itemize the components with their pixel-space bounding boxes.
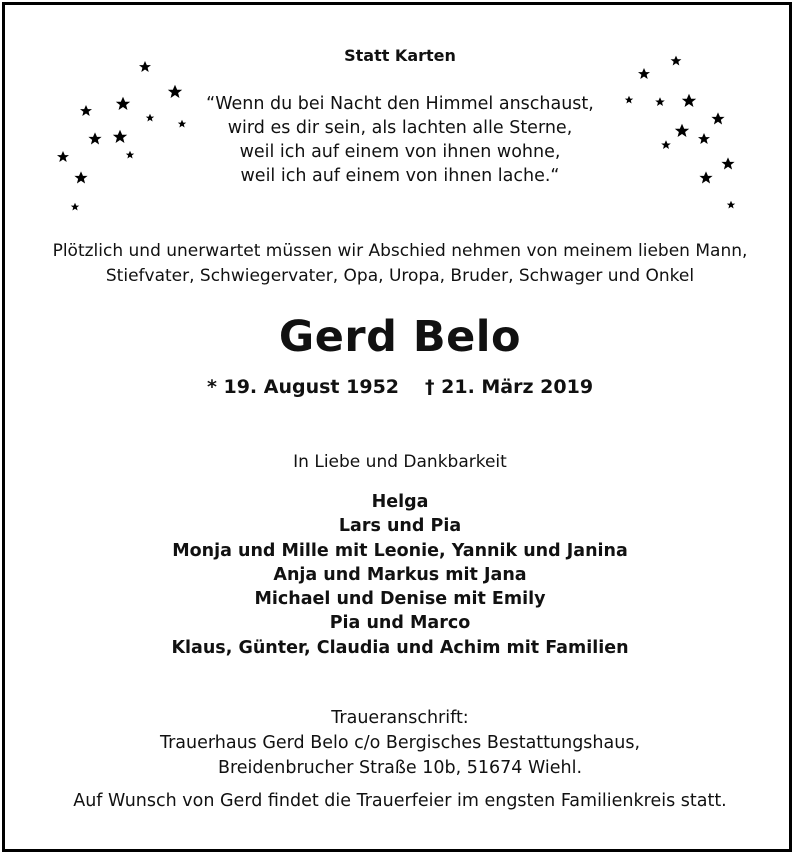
address-line: Trauerhaus Gerd Belo c/o Bergisches Bestattungshaus,: [159, 733, 641, 753]
address-label: Traueranschrift:: [331, 708, 469, 728]
announcement-line: Stiefvater, Schwiegervater, Opa, Uropa, Bruder, Schwager und Onkel: [105, 266, 695, 286]
death-date: † 21. März 2019: [425, 376, 594, 398]
notice-heading: Statt Karten: [344, 46, 456, 65]
mourner-entry: Klaus, Günter, Claudia und Achim mit Familien: [171, 637, 629, 658]
deceased-name: Gerd Belo: [278, 312, 522, 362]
mourner-entry: Lars und Pia: [338, 516, 462, 537]
address-line: Breidenbrucher Straße 10b, 51674 Wiehl.: [217, 758, 583, 778]
life-dates: [0, 376, 800, 398]
mourner-entry: Monja und Mille mit Leonie, Yannik und Janina: [172, 540, 628, 561]
mourner-entry: Michael und Denise mit Emily: [254, 589, 546, 610]
quote: [0, 92, 800, 188]
mourner-entry: Pia und Marco: [329, 613, 471, 634]
mourners-intro: In Liebe und Dankbarkeit: [293, 452, 507, 472]
birth-date: * 19. August 1952: [206, 376, 400, 398]
quote-line: weil ich auf einem von ihnen wohne,: [239, 142, 561, 162]
funeral-note: Auf Wunsch von Gerd findet die Trauerfeier im engsten Familienkreis statt.: [73, 791, 727, 811]
mourners-list: [0, 490, 800, 660]
mourner-entry: Anja und Markus mit Jana: [273, 564, 527, 585]
quote-line: wird es dir sein, als lachten alle Sterne,: [227, 118, 573, 138]
announcement-line: Plötzlich und unerwartet müssen wir Abschied nehmen von meinem lieben Mann,: [52, 241, 748, 261]
mourning-address: [0, 706, 800, 781]
quote-line: “Wenn du bei Nacht den Himmel anschaust,: [206, 94, 594, 114]
mourner-entry: Helga: [371, 492, 429, 512]
quote-line: weil ich auf einem von ihnen lache.“: [240, 166, 560, 186]
announcement-text: [0, 239, 800, 289]
